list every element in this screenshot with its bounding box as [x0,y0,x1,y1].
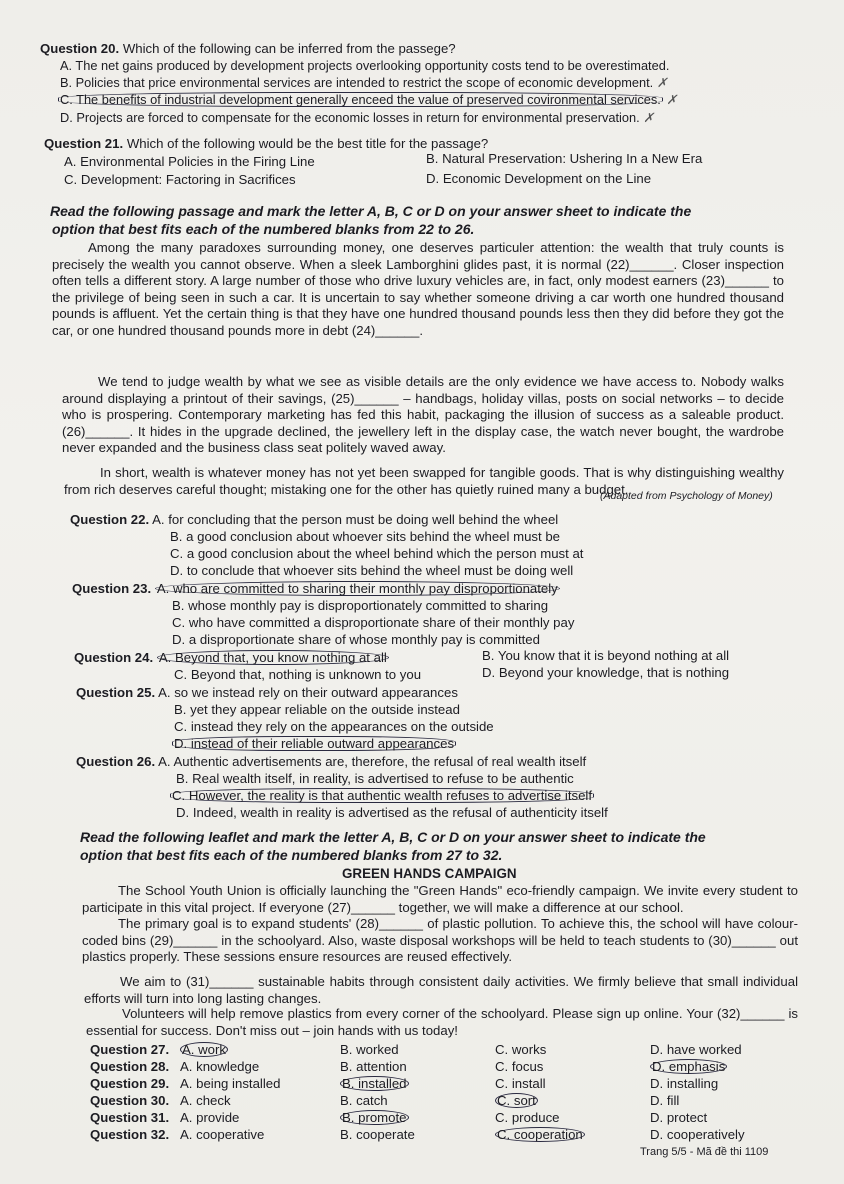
question-label: Question 32. [90,1127,170,1142]
option-d: D. have worked [650,1042,742,1057]
option-b: B. catch [340,1093,388,1108]
option-b: B. yet they appear reliable on the outside instead [174,702,460,717]
leaflet-title: GREEN HANDS CAMPAIGN [342,866,517,881]
option-a: A. being installed [180,1076,281,1091]
option-d: D. a disproportionate share of whose monthly pay is committed [172,632,540,647]
question-23 [72,581,560,597]
question-label: Question 24. [74,650,154,665]
selected-answer-circle [157,650,389,665]
leaflet-paragraph: The School Youth Union is officially launching the "Green Hands" eco-friendly campaign. We invite every student to participate in this vital project. If everyone (27)______ together, we will make a difference at our school. [82,883,798,915]
question-24 [74,650,389,666]
selected-answer-circle: B. promote [342,1110,407,1125]
option-c: C. install [495,1076,546,1091]
option-d: D. Economic Development on the Line [426,171,652,186]
answer-row [90,1076,790,1093]
selected-answer-circle: D. emphasis [652,1059,726,1074]
question-label: Question 22. [70,512,150,527]
option-a: A. Environmental Policies in the Firing Line [64,154,315,169]
instruction-line: option that best fits each of the numbered blanks from 22 to 26. [52,221,475,237]
wrong-mark-icon: ✗ [643,110,654,125]
question-label: Question 25. [76,685,156,700]
leaflet-paragraph: The primary goal is to expand students' (28)______ of plastic pollution. To achieve this, the school will have colour-coded bins (29)______ in the schoolyard. Also, waste disposal workshops will be held to teach students to (30)______ out plastics properly. These sessions ensure resources are reused effectively. [82,916,798,965]
option-text: B. Policies that price environmental services are intended to restrict the scope of economic development. [60,75,654,90]
instruction-line: Read the following leaflet and mark the letter A, B, C or D on your answer sheet to indicate the [80,829,706,845]
selected-answer-circle: A. work [182,1042,226,1057]
selected-answer-circle [58,92,663,107]
question-26 [76,754,586,770]
question-stem: Which of the following would be the best title for the passage? [126,136,489,151]
option-b: B. Real wealth itself, in reality, is advertised to refuse to be authentic [176,771,574,786]
option-d: D. cooperatively [650,1127,745,1142]
instruction-line: Read the following passage and mark the letter A, B, C or D on your answer sheet to indicate the [50,203,692,219]
question-21 [44,136,488,152]
option-c [170,788,594,804]
answer-row [90,1127,790,1144]
option-c: C. focus [495,1059,544,1074]
option-d: D. installing [650,1076,719,1091]
page-footer: Trang 5/5 - Mã đề thi 1109 [640,1146,769,1158]
question-label: Question 30. [90,1093,170,1108]
option-text: D. Projects are forced to compensate for the economic losses in return for environmental preservation. [60,110,640,125]
option-b: B. Natural Preservation: Ushering In a New Era [426,151,703,166]
question-label: Question 28. [90,1059,170,1074]
question-25 [76,685,458,701]
option-text: C. The benefits of industrial development generally enceed the value of preserved covironmental services. [60,92,661,107]
passage-paragraph: Among the many paradoxes surrounding money, one deserves particuler attention: the wealth that truly counts is precisely the wealth you cannot observe. When a sleek Lamborghini glides past, it is normal (22)______. Closer inspection often tells a different story. A large number of those who drive luxury vehicles are, in fact, only modest earners (23)______ to the privilege of being seen in such a car. It is uncertain to say whether someone driving a car worth one hundred thousand pounds is affluent. Yet the certain thing is that they have one hundred thousand pounds less then they did before they got the car, or one hundred thousand pounds more in debt (24)______. [52,240,784,338]
option-d [60,110,654,126]
question-label: Question 21. [44,136,124,151]
question-label: Question 20. [40,41,120,56]
selected-answer-circle: C. sort [497,1093,536,1108]
option-a: A. Authentic advertisements are, therefore, the refusal of real wealth itself [158,754,587,769]
option-b: B. whose monthly pay is disproportionately committed to sharing [172,598,549,613]
question-20 [40,41,456,57]
selected-answer-circle: B. installed [342,1076,407,1091]
option-d: D. Indeed, wealth in reality is advertised as the refusal of authenticity itself [176,805,608,820]
option-d: D. protect [650,1110,708,1125]
leaflet-paragraph: We aim to (31)______ sustainable habits through consistent daily activities. We firmly believe that small individual efforts will turn into long lasting changes. [84,974,798,1006]
source-credit: (Adapted from Psychology of Money) [600,490,773,502]
question-label: Question 29. [90,1076,170,1091]
option-d: D. fill [650,1093,680,1108]
option-a: A. for concluding that the person must be doing well behind the wheel [152,512,559,527]
option-d: D. to conclude that whoever sits behind the wheel must be doing well [170,563,574,578]
passage-paragraph: We tend to judge wealth by what we see as visible details are the only evidence we have access to. Nobody walks around displaying a printout of their savings, (25)______ – handbags, holiday villas, posts on social networks – to decide who is prospering. Contemporary marketing has fed this habit, packaging the illusion of success as a saleable product. (26)______. It hides in the upgrade declined, the jewellery left in the display case, the watch never bought, the wardrobe never expanded and the business class seat politely waved away. [62,374,784,456]
question-label: Question 26. [76,754,156,769]
option-text: C. However, the reality is that authentic wealth refuses to advertise itself [172,788,593,803]
option-text: D. instead of their reliable outward appearances [174,736,455,751]
option-c: C. a good conclusion about the wheel behind which the person must at [170,546,584,561]
selected-answer-circle [170,788,594,803]
wrong-mark-icon: ✗ [656,75,668,90]
selected-answer-circle [155,581,560,596]
option-b: B. a good conclusion about whoever sits behind the wheel must be [170,529,561,544]
instruction-line: option that best fits each of the numbered blanks from 27 to 32. [80,847,503,863]
option-a: A. so we instead rely on their outward appearances [158,685,458,700]
question-stem: Which of the following can be inferred from the passege? [122,41,456,56]
option-c: C. who have committed a disproportionate share of their monthly pay [172,615,575,630]
option-b: B. worked [340,1042,399,1057]
answer-row [90,1059,790,1076]
option-d [172,736,456,752]
option-a: A. cooperative [180,1127,265,1142]
option-a: A. provide [180,1110,240,1125]
option-b: B. You know that it is beyond nothing at all [482,648,730,663]
option-c: C. instead they rely on the appearances on the outside [174,719,494,734]
passage-paragraph: In short, wealth is whatever money has not yet been swapped for tangible goods. That is why distinguishing wealthy from rich deserves careful thought; mistaking one for the other has quietly ruined many a budget. [64,465,784,497]
option-c [58,92,677,108]
leaflet-paragraph: Volunteers will help remove plastics from every corner of the schoolyard. Please sign up online. Your (32)______ is essential for success. Don't miss out – join hands with us today! [86,1006,798,1038]
option-d: D. Beyond your knowledge, that is nothing [482,665,730,680]
selected-answer-circle [172,736,456,751]
option-c: C. produce [495,1110,560,1125]
option-a: A. check [180,1093,231,1108]
option-c: C. Beyond that, nothing is unknown to you [174,667,422,682]
option-a: A. who are committed to sharing their monthly pay disproportionately [156,581,558,596]
option-b: B. attention [340,1059,407,1074]
answer-row [90,1093,790,1110]
option-b [60,75,668,91]
wrong-mark-icon: ✗ [666,92,678,107]
question-label: Question 27. [90,1042,170,1057]
option-c: C. Development: Factoring in Sacrifices [64,172,296,187]
question-label: Question 23. [72,581,152,596]
option-b: B. cooperate [340,1127,415,1142]
question-label: Question 31. [90,1110,170,1125]
option-a: A. Beyond that, you know nothing at all [158,650,387,665]
option-a: A. The net gains produced by development projects overlooking opportunity costs tend to be overestimated. [60,58,670,73]
selected-answer-circle: C. cooperation [497,1127,583,1142]
answer-row [90,1042,790,1059]
question-22 [70,512,558,528]
answer-row [90,1110,790,1127]
option-a: A. knowledge [180,1059,260,1074]
option-c: C. works [495,1042,547,1057]
